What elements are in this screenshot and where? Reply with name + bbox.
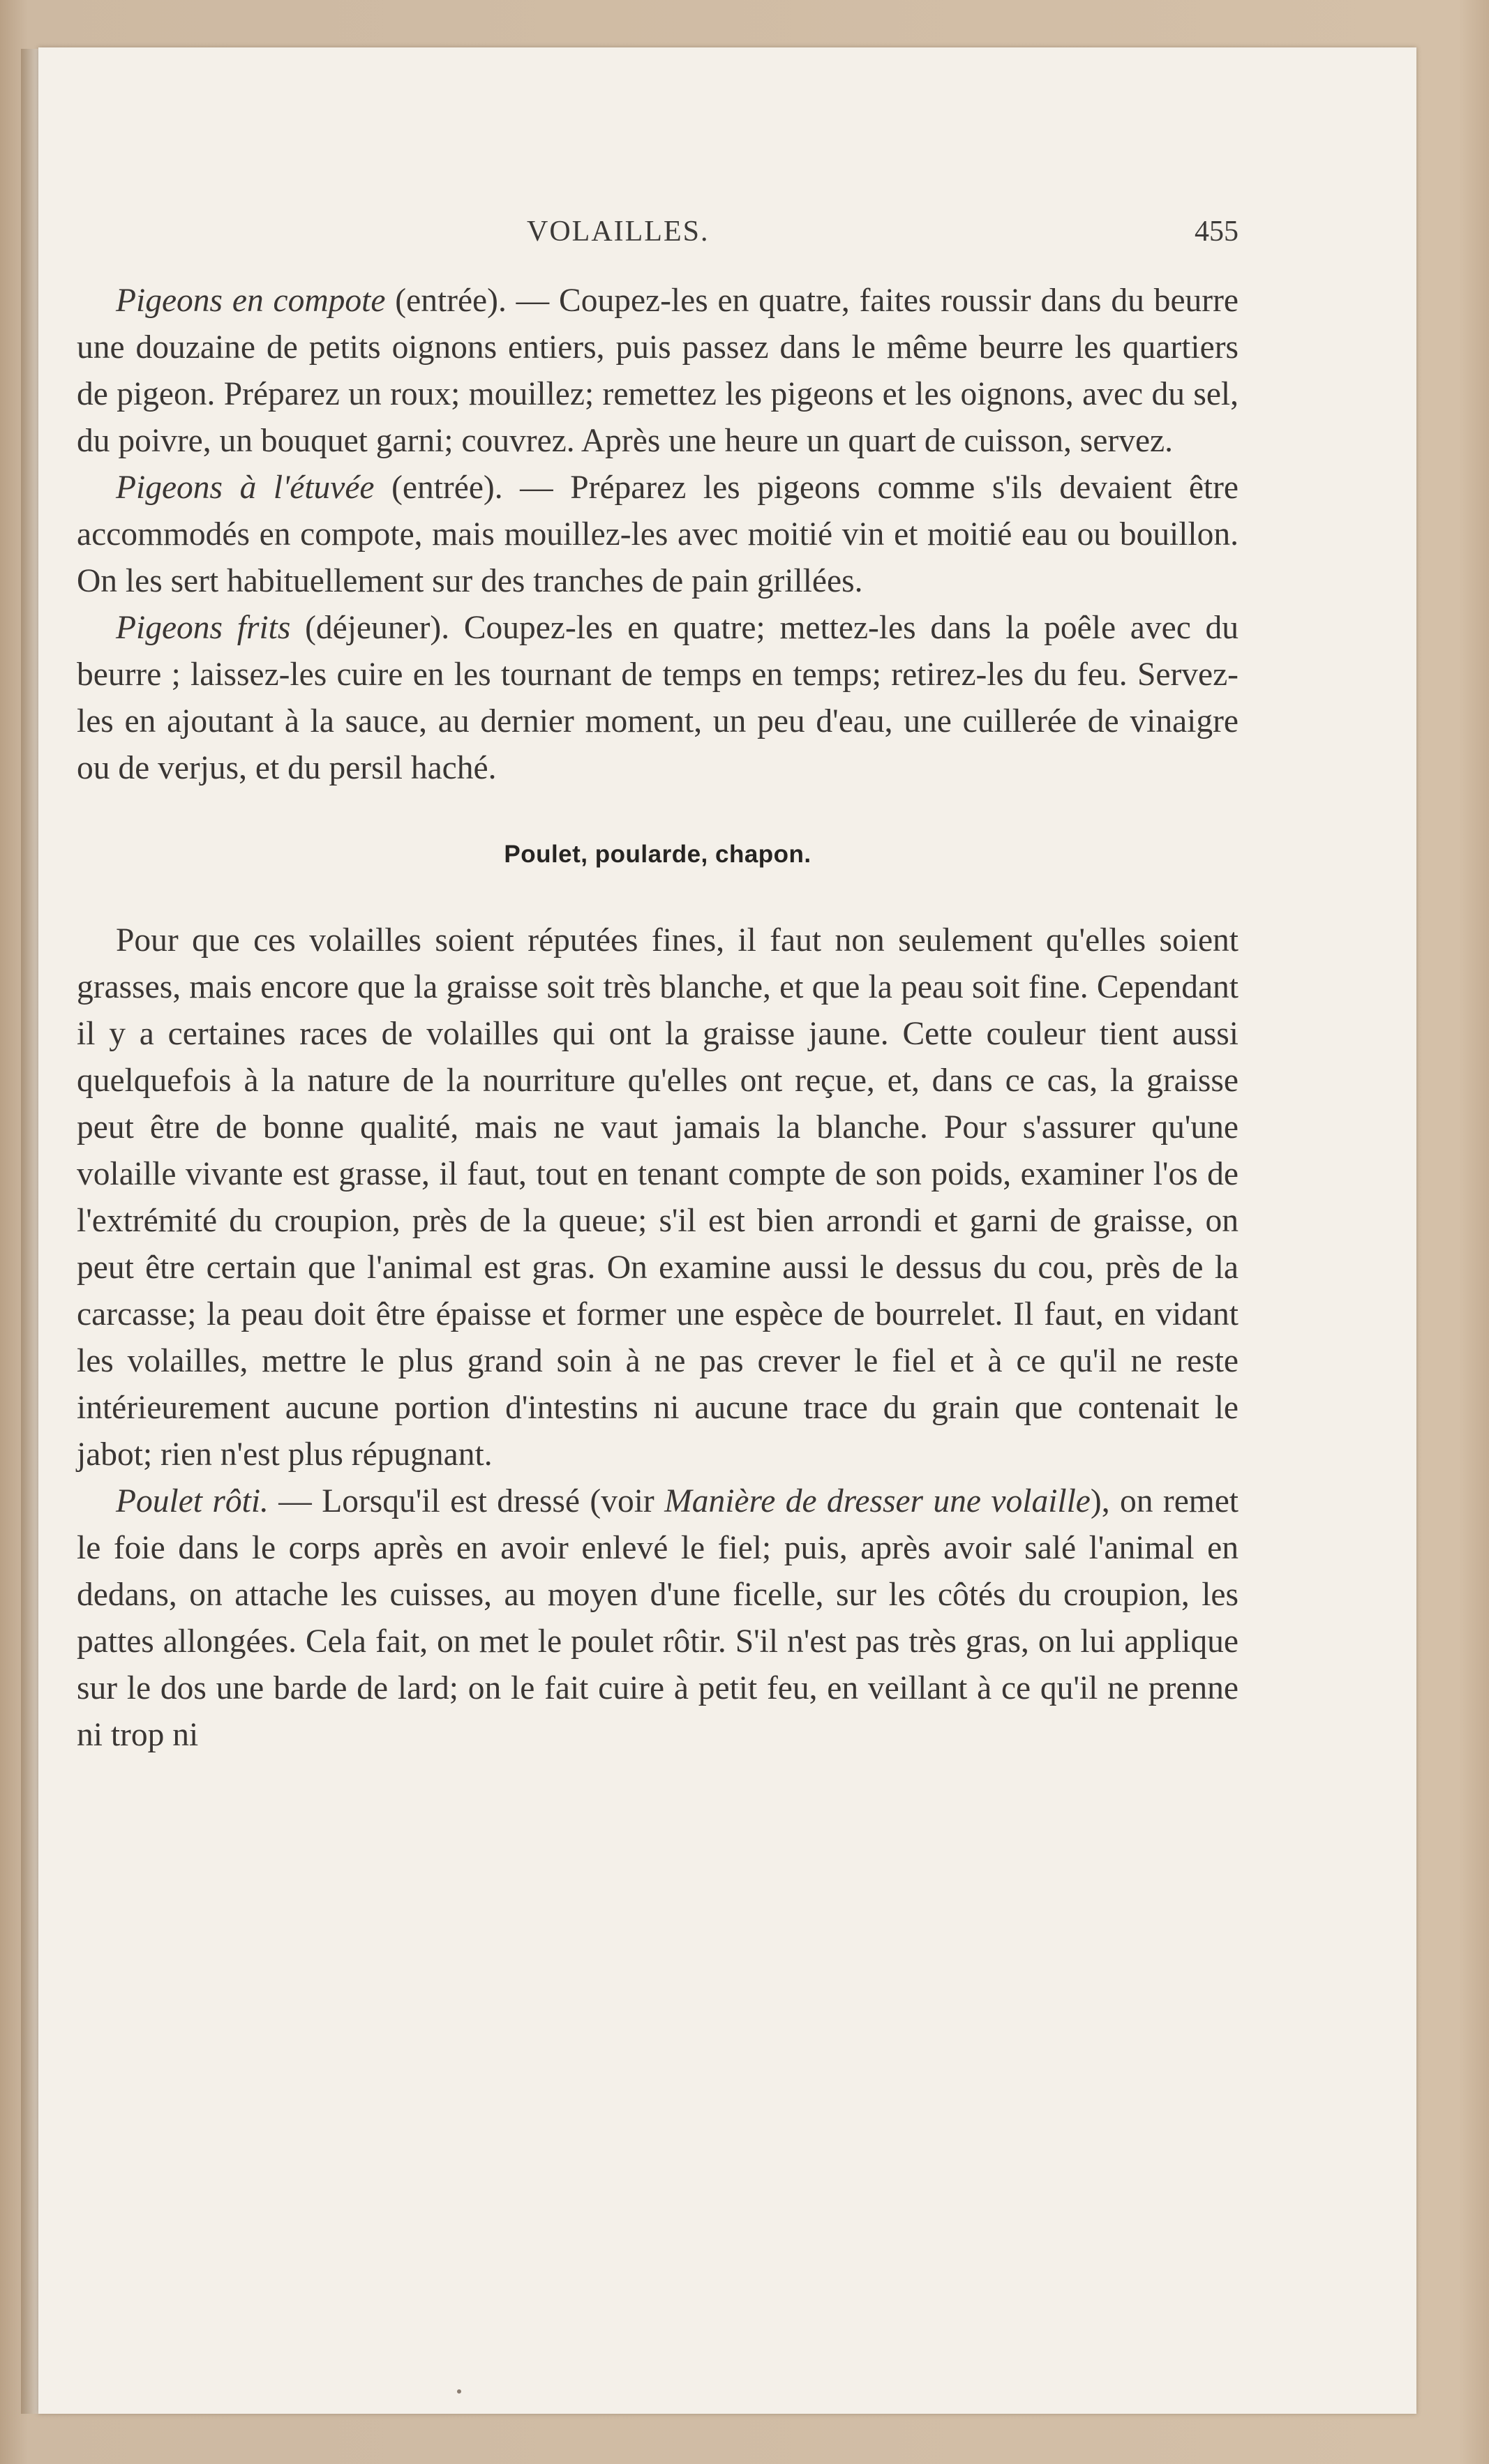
paper-speck [457,2389,461,2394]
paragraph-pigeons-etuvee [77,465,1239,605]
running-title: VOLAILLES. [527,216,710,248]
paragraph-volailles-intro [77,917,1239,1478]
recipe-text: (entrée). — Coupez-les en quatre, faites roussir dans du beurre une douzaine de petits oignons entiers, puis passez dans le même beurre les quartiers de pigeon. Préparez un roux; mouillez; remettez les pigeons et les oignons, avec du sel, du poivre, un bouquet garni; couvrez. Après une heure un quart de cuisson, servez. [77,283,1239,459]
page-number: 455 [1195,216,1239,248]
recipe-text: (déjeuner). Coupez-les en quatre; mettez-les dans la poêle avec du beurre ; laissez-les cuire en les tournant de temps en temps; retirez-les du feu. Servez-les en ajoutant à la sauce, au dernier moment, un peu d'eau, une cuillerée de vinaigre ou de verjus, et du persil haché. [77,610,1239,786]
paragraph-poulet-roti [77,1478,1239,1759]
book-page [38,47,1416,2414]
recipe-text-continued: ), on remet le foie dans le corps après en avoir enlevé le fiel; puis, après avoir salé l'animal en dedans, on attache les cuisses, au moyen d'une ficelle, sur les côtés du croupion, les pattes allongées. Cela fait, on met le poulet rôtir. S'il n'est pas très gras, on lui applique sur le dos une barde de lard; on le fait cuire à petit feu, en veillant à ce qu'il ne prenne ni trop ni [77,1483,1239,1753]
section-heading: Poulet, poularde, chapon. [504,841,811,868]
body-text [77,278,1239,1759]
page-header [38,173,1416,248]
recipe-title: Pigeons à l'étuvée [116,469,375,506]
recipe-text: — Lorsqu'il est dressé (voir [268,1483,665,1519]
cross-reference: Manière de dresser une volaille [664,1483,1091,1519]
page-gutter-edge [21,49,39,2414]
recipe-title: Poulet rôti. [116,1483,269,1519]
paragraph-pigeons-compote [77,278,1239,465]
recipe-title: Pigeons frits [116,610,291,646]
recipe-title: Pigeons en compote [116,283,386,319]
section-text: Pour que ces volailles soient réputées fines, il faut non seulement qu'elles soient grasses, mais encore que la graisse soit très blanche, et que la peau soit fine. Cependant il y a certaines races de volailles qui ont la graisse jaune. Cette couleur tient aussi quelquefois à la nature de la nourriture qu'elles ont reçue, et, dans ce cas, la graisse peut être de bonne qualité, mais ne vaut jamais la blanche. Pour s'assurer qu'une volaille vivante est grasse, il faut, tout en tenant compte de son poids, examiner l'os de l'extrémité du croupion, près de la queue; s'il est bien arrondi et garni de graisse, on peut être certain que l'animal est gras. On examine aussi le dessus du cou, près de la carcasse; la peau doit être épaisse et former une espèce de bourrelet. Il faut, en vidant les volailles, mettre le plus grand soin à ne pas crever le fiel et à ce qu'il ne reste intérieurement aucune portion d'intestins ni aucune trace du grain que contenait le jabot; rien n'est plus répugnant. [77,922,1239,1473]
recipe-text: (entrée). — Préparez les pigeons comme s'ils devaient être accommodés en compote, mais mouillez-les avec moitié vin et moitié eau ou bouillon. On les sert habituellement sur des tranches de pain grillées. [77,469,1239,599]
paragraph-pigeons-frits [77,605,1239,792]
